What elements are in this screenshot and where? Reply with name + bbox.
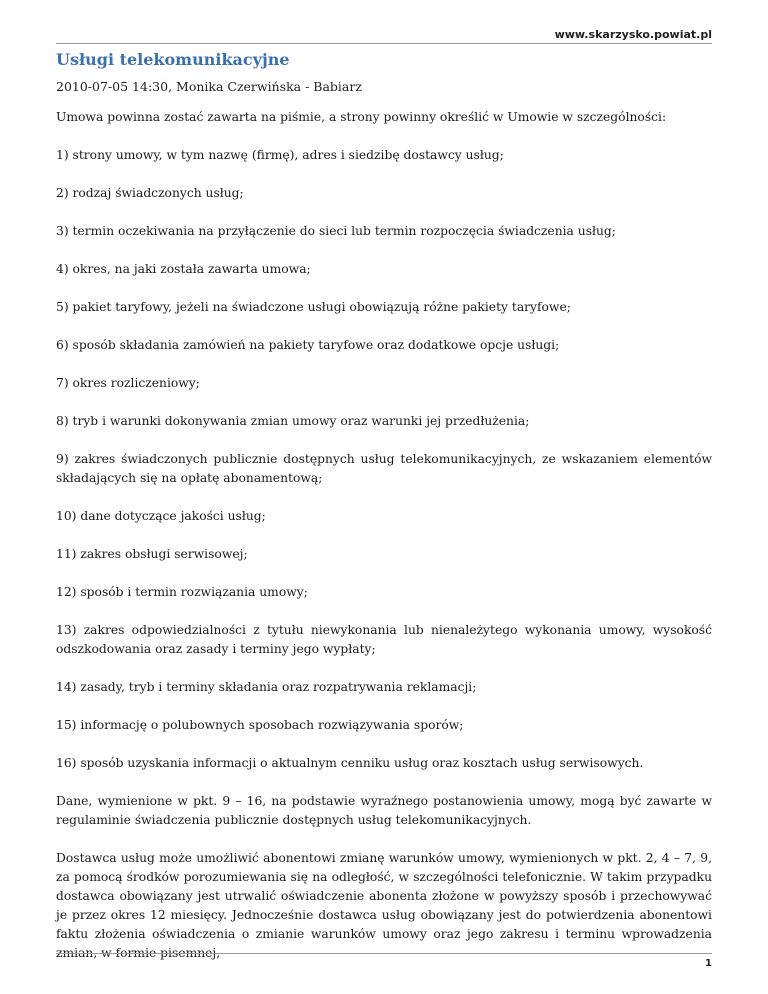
paragraph: Dane, wymienione w pkt. 9 – 16, na podstawie wyraźnego postanowienia umowy, mogą być zawarte w regulaminie świadczenia publicznie dostępnych usług telekomunikacyjnych. xyxy=(56,794,712,827)
document-page xyxy=(56,0,712,994)
list-item: 5) pakiet taryfowy, jeżeli na świadczone usługi obowiązują różne pakiety taryfowe; xyxy=(56,300,571,314)
list-item: 6) sposób składania zamówień na pakiety taryfowe oraz dodatkowe opcje usługi; xyxy=(56,338,560,352)
article-body xyxy=(56,108,712,982)
list-item: 8) tryb i warunki dokonywania zmian umowy oraz warunki jej przedłużenia; xyxy=(56,414,530,428)
list-item: 1) strony umowy, w tym nazwę (firmę), adres i siedzibę dostawcy usług; xyxy=(56,148,504,162)
list-item: 2) rodzaj świadczonych usług; xyxy=(56,186,244,200)
list-item: 11) zakres obsługi serwisowej; xyxy=(56,547,248,561)
list-item: 16) sposób uzyskania informacji o aktualnym cenniku usług oraz kosztach usług serwisowych. xyxy=(56,756,644,770)
list-item: 10) dane dotyczące jakości usług; xyxy=(56,509,266,523)
article-title: Usługi telekomunikacyjne xyxy=(56,50,290,69)
list-item: 7) okres rozliczeniowy; xyxy=(56,376,200,390)
list-item: 12) sposób i termin rozwiązania umowy; xyxy=(56,585,308,599)
paragraph: Umowa powinna zostać zawarta na piśmie, a strony powinny określić w Umowie w szczególności: xyxy=(56,110,667,124)
list-item: 3) termin oczekiwania na przyłączenie do sieci lub termin rozpoczęcia świadczenia usług; xyxy=(56,224,616,238)
site-url: www.skarzysko.powiat.pl xyxy=(554,28,712,41)
header-divider xyxy=(56,43,712,44)
list-item: 15) informację o polubownych sposobach rozwiązywania sporów; xyxy=(56,718,464,732)
list-item: 14) zasady, tryb i terminy składania oraz rozpatrywania reklamacji; xyxy=(56,680,477,694)
list-item: 4) okres, na jaki została zawarta umowa; xyxy=(56,262,311,276)
page-number: 1 xyxy=(705,958,712,969)
article-meta: 2010-07-05 14:30, Monika Czerwińska - Babiarz xyxy=(56,79,362,94)
list-item: 9) zakres świadczonych publicznie dostępnych usług telekomunikacyjnych, ze wskazaniem elementów składających się na opłatę abonamentową; xyxy=(56,452,712,485)
footer-divider xyxy=(56,953,712,954)
paragraph: Dostawca usług może umożliwić abonentowi zmianę warunków umowy, wymienionych w pkt. 2, 4 – 7, 9, za pomocą środków porozumiewania się na odległość, w szczególności telefonicznie. W takim przypadku dostawca obowiązany jest utrwalić oświadczenie abonenta złożone w powyższy sposób i przechowywać je przez okres 12 miesięcy. Jednocześnie dostawca usług obowiązany jest do potwierdzenia abonentowi faktu złożenia oświadczenia o zmianie warunków umowy oraz jego zakresu i terminu wprowadzenia zmian, w formie pisemnej, xyxy=(56,851,712,960)
list-item: 13) zakres odpowiedzialności z tytułu niewykonania lub nienależytego wykonania umowy, wysokość odszkodowania oraz zasady i terminy jego wypłaty; xyxy=(56,623,712,656)
